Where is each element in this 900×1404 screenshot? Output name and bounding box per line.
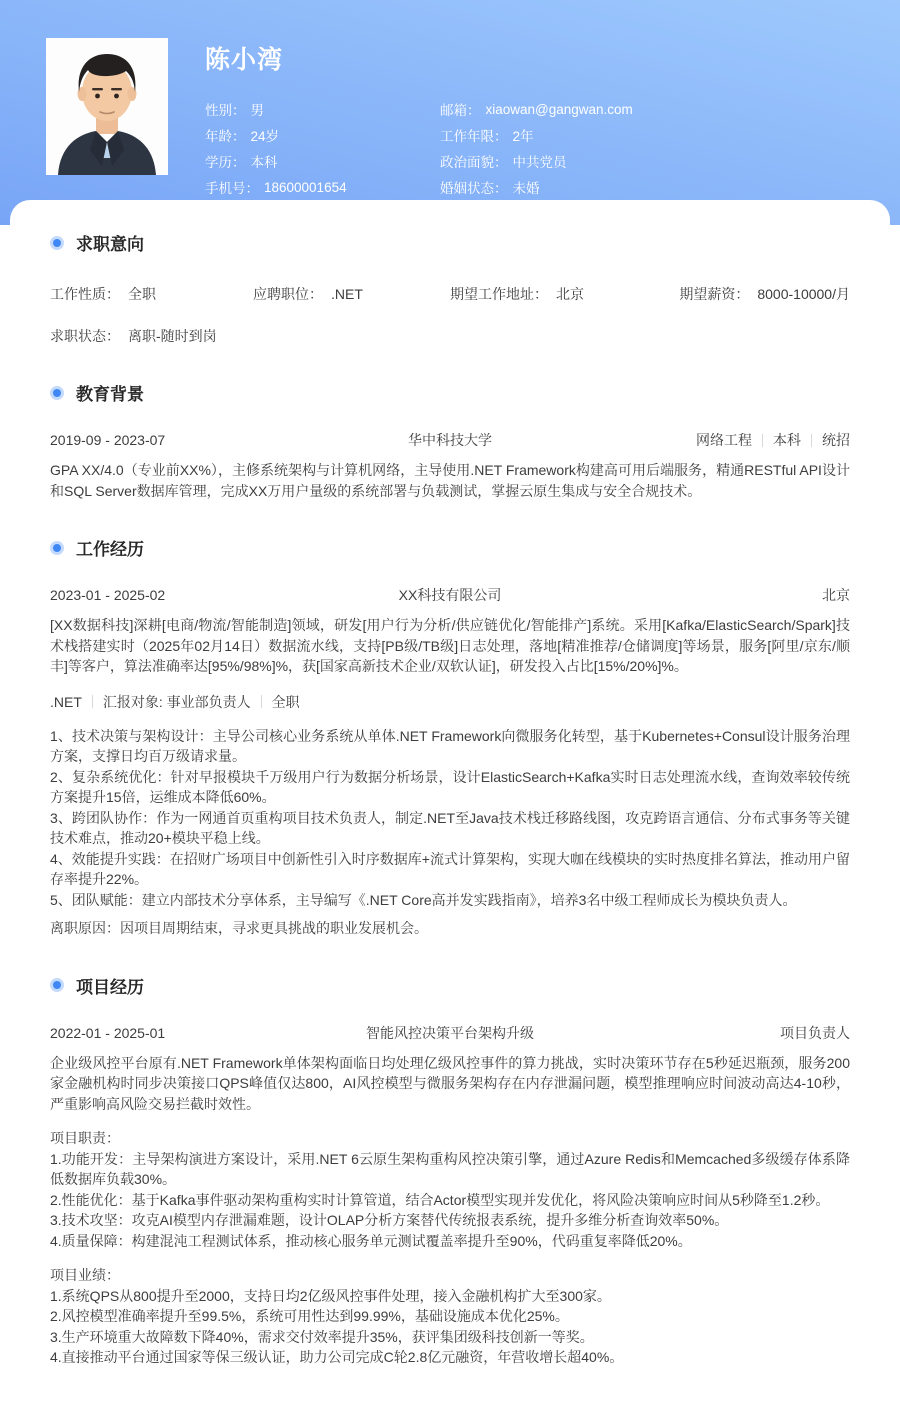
field-label: 性别： [205,103,246,118]
field-gender [205,96,440,122]
project-duties-list [50,1128,850,1251]
project-result-item: 2.风控模型准确率提升至99.5%，系统可用性达到99.99%，基础设施成本优化25%。 [50,1308,569,1324]
field-value: 全职 [128,286,156,302]
education-period: 2019-09 - 2023-07 [50,432,166,448]
section-title-text: 工作经历 [76,540,144,559]
education-meta-row [50,430,850,450]
project-results-list [50,1265,850,1368]
field-value: 未婚 [512,181,540,196]
project-result-item: 1.系统QPS从800提升至2000，支持日均2亿级风控事件处理，接入金融机构扩大至300家。 [50,1287,611,1304]
separator [811,434,812,447]
education-description: GPA XX/4.0（专业前XX%），主修系统架构与计算机网络，主导使用.NET Framework构建高可用后端服务，精通RESTful API设计和SQL Server数据库管理，完成XX万用户量级的系统部署与负载测试，掌握云原生集成与安全合规技术。 [50,462,850,499]
resume-body-card [10,200,890,1404]
job-status-row [50,326,850,346]
section-title-job-intention [50,230,850,255]
work-duty-item: 2、复杂系统优化：针对早报模块千万级用户行为数据分析场景，设计ElasticSearch+Kafka实时日志处理流水线，查询效率较传统方案提升15倍，运维成本降低60%。 [50,768,850,805]
project-meta-row [50,1023,850,1043]
field-value: 8000-10000/月 [757,286,850,302]
candidate-name: 陈小湾 [205,46,284,74]
project-duty-item: 3.技术攻坚：攻克AI模型内存泄漏难题，设计OLAP分析方案替代传统报表系统，提升多维分析查询效率50%。 [50,1212,729,1228]
project-result-item: 4.直接推动平台通过国家等保三级认证，助力公司完成C轮2.8亿元融资，年营收增长超40%。 [50,1349,624,1365]
section-title-text: 项目经历 [76,977,144,997]
section-title-project [50,973,850,998]
field-label: 期望薪资： [679,286,750,302]
project-duty-item: 1.功能开发：主导架构演进方案设计，采用.NET 6云原生架构重构风控决策引擎，通过Azure Redis和Memcached多级缓存体系降低数据库负载30%。 [50,1150,850,1187]
project-name: 智能风控决策平台架构升级 [366,1024,534,1041]
section-title-text: 求职意向 [76,235,144,254]
field-label: 学历： [205,155,246,170]
separator [762,434,763,447]
intent-position [253,284,450,304]
section-title-text: 教育背景 [76,385,144,404]
work-duty-item: 3、跨团队协作：作为一网通首页重构项目技术负责人，制定.NET至Java技术栈迁移路线图，攻克跨语言通信、分布式事务等关键技术难点，推动20+模块平稳上线。 [50,809,850,846]
section-title-education [50,380,850,405]
project-duty-item: 4.质量保障：构建混沌工程测试体系，推动核心服务单元测试覆盖率提升至90%，代码重复率降低20%。 [50,1232,692,1249]
intent-work-type [50,284,253,304]
work-duty-item: 4、效能提升实践：在招财广场项目中创新性引入时序数据库+流式计算架构，实现大咖在线模块的实时热度排名算法，推动用户留存率提升22%。 [50,850,850,887]
work-role-tags [50,692,850,712]
field-label: 邮箱： [440,103,481,118]
section-bullet-icon [50,541,64,555]
project-role: 项目负责人 [780,1024,850,1041]
field-value: 24岁 [250,129,280,144]
separator [261,695,262,708]
field-age [205,122,440,148]
work-leave-reason: 离职原因：因项目周期结束，寻求更具挑战的职业发展机会。 [50,920,428,936]
section-bullet-icon [50,978,64,992]
project-background: 企业级风控平台原有.NET Framework单体架构面临日均处理亿级风控事件的算力挑战，实时决策环节存在5秒延迟瓶颈，服务200家金融机构时同步决策接口QPS峰值仅达800，AI风控模型与微服务架构存在内存泄漏问题，模型推理响应时间波动高达4-10秒，严重影响高风险交易拦截时效性。 [50,1054,850,1112]
field-label: 年龄： [205,129,246,144]
field-education [205,148,440,174]
work-company-intro: [XX数据科技]深耕[电商/物流/智能制造]领域，研发[用户行为分析/供应链优化/智能排产]系统。采用[Kafka/ElasticSearch/Spark]技术栈搭建实时（2025年02月14日）数据流水线，支持[PB级/TB级]日志处理，落地[精准推荐/仓储调度]等场景，服务[阿里/京东/顺丰]等客户，算法准确率达[95%/98%]%，获[国家高新技术企业/双软认证]，研发投入占比[15%/20%]%。 [50,617,850,674]
field-value: 离职-随时到岗 [128,328,217,344]
field-marital-status [440,174,633,200]
project-period: 2022-01 - 2025-01 [50,1024,166,1041]
field-value: .NET [331,286,363,302]
field-value: xiaowan@gangwan.com [485,101,633,117]
work-period: 2023-01 - 2025-02 [50,587,166,603]
field-label: 手机号： [205,181,259,196]
intent-location [450,284,678,304]
field-label: 婚姻状态： [440,181,508,196]
project-results-label: 项目业绩： [50,1267,120,1283]
field-email [440,96,633,122]
personal-info [205,38,633,200]
header-content [46,38,633,200]
education-school: 华中科技大学 [408,432,492,448]
education-major: 网络工程 [696,432,752,448]
section-title-work [50,535,850,560]
field-phone [205,174,440,200]
field-value: 18600001654 [264,179,347,195]
field-label: 工作性质： [50,286,120,302]
field-political-status [440,148,633,174]
work-duty-item: 1、技术决策与架构设计：主导公司核心业务系统从单体.NET Framework向微服务化转型，基于Kubernetes+Consul设计服务治理方案，支撑日均百万级请求量。 [50,727,850,764]
work-role-position: .NET [50,693,82,710]
section-bullet-icon [50,236,64,250]
job-intention-row [50,284,850,304]
project-duty-item: 2.性能优化：基于Kafka事件驱动架构重构实时计算管道，结合Actor模型实现并发优化，将风险决策响应时间从5秒降至1.2秒。 [50,1191,830,1208]
field-label: 期望工作地址： [450,286,548,302]
field-value: 本科 [250,155,278,170]
profile-photo-illustration [46,38,168,175]
intent-salary [678,284,850,304]
field-value: 2年 [512,129,534,144]
field-value: 中共党员 [512,155,567,170]
field-work-years [440,122,633,148]
work-meta-row [50,585,850,605]
separator [92,695,93,708]
field-value: 北京 [556,286,584,302]
personal-fields [205,96,633,200]
profile-photo [46,38,168,175]
work-duty-item: 5、团队赋能：建立内部技术分享体系，主导编写《.NET Core高并发实践指南》，培养3名中级工程师成长为模块负责人。 [50,891,797,908]
work-report-to: 汇报对象: 事业部负责人 [102,693,251,710]
personal-fields-left [205,96,440,200]
resume-header [0,0,900,225]
field-value: 男 [250,103,264,118]
personal-fields-right [440,96,633,200]
field-label: 应聘职位： [253,286,323,302]
education-degree: 本科 [773,432,801,448]
section-bullet-icon [50,386,64,400]
field-label: 求职状态： [50,328,120,344]
field-label: 工作年限： [440,129,508,144]
field-label: 政治面貌： [440,155,508,170]
work-job-type: 全职 [271,693,300,710]
education-tags [650,430,850,450]
education-enrollment-type: 统招 [822,432,850,448]
project-result-item: 3.生产环境重大故障数下降40%，需求交付效率提升35%，获评集团级科技创新一等奖。 [50,1328,594,1345]
work-company: XX科技有限公司 [398,587,502,603]
project-duties-label: 项目职责： [50,1130,120,1146]
work-location: 北京 [822,587,850,603]
work-duties-list [50,726,850,911]
